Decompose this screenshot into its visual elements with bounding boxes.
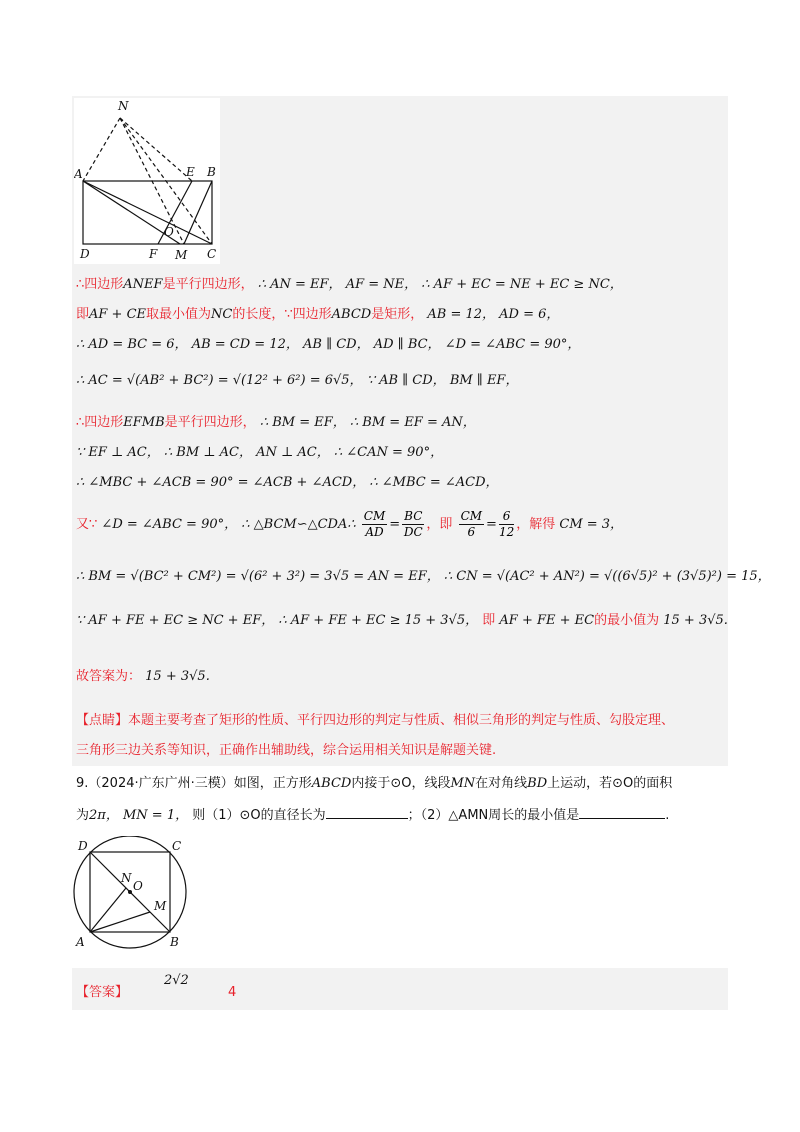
answer-blank-1 (326, 804, 408, 819)
label-B: B (170, 935, 179, 949)
label-C: C (172, 839, 182, 853)
label-D: D (80, 247, 90, 261)
label-N: N (121, 871, 132, 885)
text: 故答案为： (76, 669, 142, 684)
label-M: M (175, 248, 188, 262)
math: . (723, 613, 728, 628)
solution-line-8: 又∵ ∠D = ∠ABC = 90°， ∴ △BCM∽△CDA∴ $\frac{CM}{AD}$ = $\frac{BC}{DC}$ ，即 $\frac{CM}{6}$ = $\frac{6}{12}$ ，解得 CM = 3， (76, 509, 624, 539)
text: 内接于⊙O，线段 (351, 776, 451, 791)
label-C: C (207, 247, 217, 261)
denominator: 12 (498, 525, 515, 539)
math: AD = 6， (499, 307, 560, 322)
label-N: N (118, 99, 129, 113)
text: 即 (76, 307, 90, 322)
math: ∠D = ∠ABC = 90°， (101, 517, 238, 532)
math: . (205, 669, 210, 684)
text: 的长度，∵四边形 (232, 307, 332, 322)
math: ∵ EF ⊥ AC， (76, 445, 160, 460)
math: ∵ AB ∥ CD， (366, 373, 446, 388)
solution-line-4 (76, 372, 518, 390)
text: 是平行四边形， (162, 277, 254, 292)
text: ，解得 (516, 517, 556, 532)
math: ∴ AD = BC = 6， (76, 337, 188, 352)
label-F: F (149, 247, 158, 261)
text: 是平行四边形， (164, 415, 256, 430)
solution-line-3 (76, 336, 580, 354)
label-O: O (133, 879, 143, 893)
math: BD (527, 776, 548, 791)
text: ；（2）△AMN周长的最小值是 (407, 808, 580, 823)
math: ∴ BM = EF， (259, 415, 346, 430)
solution-line-5 (76, 414, 476, 432)
math: 15 + 3√5 (663, 613, 724, 628)
math: ∴ AF + EC = NE + EC ≥ NC， (421, 277, 623, 292)
question-9-line-2 (76, 804, 669, 826)
text: 取最小值为 (146, 307, 212, 322)
math: BM ∥ EF， (449, 373, 519, 388)
text: 9.（2024·广东广州·三模）如图，正方形 (76, 776, 312, 791)
fraction (499, 509, 514, 540)
question-9-line-1 (76, 774, 672, 794)
math: ∴ AC = √(AB² + BC²) = √(12² + 6²) = 6√5， (76, 373, 363, 388)
math: 2√2 (164, 973, 189, 988)
math: ∴ BM ⊥ AC， (163, 445, 252, 460)
answer-blank-2 (579, 804, 665, 819)
numerator: 6 (499, 509, 514, 525)
math: ∵ AF + FE + EC ≥ NC + EF， (76, 613, 275, 628)
math: ∴ ∠MBC + ∠ACB = 90° = ∠ACB + ∠ACD， (76, 475, 366, 490)
solution-line-6 (76, 444, 443, 462)
label-A: A (74, 167, 83, 181)
math: ∴ ∠MBC = ∠ACD， (369, 475, 499, 490)
text: 上运动，若⊙O的面积 (547, 776, 673, 791)
comment-line-1: 【点睛】本题主要考查了矩形的性质、平行四边形的判定与性质、相似三角形的判定与性质、勾股定理、 (76, 713, 675, 728)
label-B: B (207, 165, 216, 179)
comment-line-2: 三角形三边关系等知识，正确作出辅助线，综合运用相关知识是解题关键. (76, 743, 497, 758)
text: 即 (482, 613, 496, 628)
text: ，即 (426, 517, 453, 532)
math: CM = 3， (559, 517, 624, 532)
numerator: CM (363, 509, 386, 523)
math: MN = 1， (122, 808, 189, 823)
denominator: 6 (467, 525, 476, 539)
math: ∴ BM = √(BC² + CM²) = √(6² + 3²) = 3√5 = AN = EF， (76, 569, 440, 584)
math: ANEF (123, 277, 163, 292)
fraction (402, 509, 424, 540)
math: ∴ AF + FE + EC ≥ 15 + 3√5， (278, 613, 479, 628)
numerator: CM (460, 509, 483, 523)
text: 在对角线 (475, 776, 528, 791)
fraction (459, 509, 484, 540)
math: AD ∥ BC， (373, 337, 441, 352)
math: AF = NE， (345, 277, 418, 292)
math: AB ∥ CD， (303, 337, 370, 352)
math: MN (450, 776, 476, 791)
solution-line-2 (76, 306, 559, 324)
text: 是矩形， (371, 307, 424, 322)
math: EFMB (123, 415, 165, 430)
solution-line-7 (76, 474, 499, 492)
math: ABCD (331, 307, 372, 322)
label-E: E (186, 165, 195, 179)
geometry-figure-rectangle (74, 98, 224, 268)
text: ∴四边形 (76, 415, 124, 430)
math: NC (211, 307, 233, 322)
math: 2π， (89, 808, 119, 823)
denominator: AD (365, 525, 384, 539)
math: ∠D = ∠ABC = 90°， (444, 337, 581, 352)
fraction (362, 509, 387, 540)
math: ∴ CN = √(AC² + AN²) = √((6√5)² + (3√5)²) = 15， (443, 569, 771, 584)
text: 则（1）⊙O的直径长为 (192, 808, 326, 823)
text: 的最小值为 (594, 613, 660, 628)
solution-line-9 (76, 568, 771, 586)
math: AN ⊥ AC， (256, 445, 330, 460)
math: AF + CE (89, 307, 147, 322)
math: ∴ (347, 517, 356, 532)
text: 为 (76, 808, 90, 823)
solution-line-1 (76, 276, 623, 294)
math: AB = 12， (427, 307, 496, 322)
math: 15 + 3√5 (145, 669, 206, 684)
math: ∴ △BCM∽△CDA (241, 517, 348, 532)
text: . (665, 808, 670, 823)
text: 又∵ (76, 517, 98, 532)
solution-line-11 (76, 668, 210, 686)
label-M: M (154, 899, 167, 913)
math: AB = CD = 12， (191, 337, 299, 352)
label-A: A (76, 935, 85, 949)
answer-value-1 (164, 972, 189, 990)
math: ∴ ∠CAN = 90°， (333, 445, 444, 460)
math: AF + FE + EC (499, 613, 595, 628)
math: ∴ BM = EF = AN， (349, 415, 476, 430)
math: ∴ AN = EF， (257, 277, 342, 292)
label-O: O (164, 225, 174, 239)
denominator: DC (403, 525, 423, 539)
text: ∴四边形 (76, 277, 124, 292)
math: ABCD (311, 776, 352, 791)
answer-label: 【答案】 (76, 985, 129, 1000)
solution-line-10 (76, 612, 728, 630)
answer-value-2: 4 (228, 985, 237, 1000)
geometry-figure-circle-square (70, 836, 190, 954)
numerator: BC (404, 509, 423, 523)
label-D: D (78, 839, 88, 853)
